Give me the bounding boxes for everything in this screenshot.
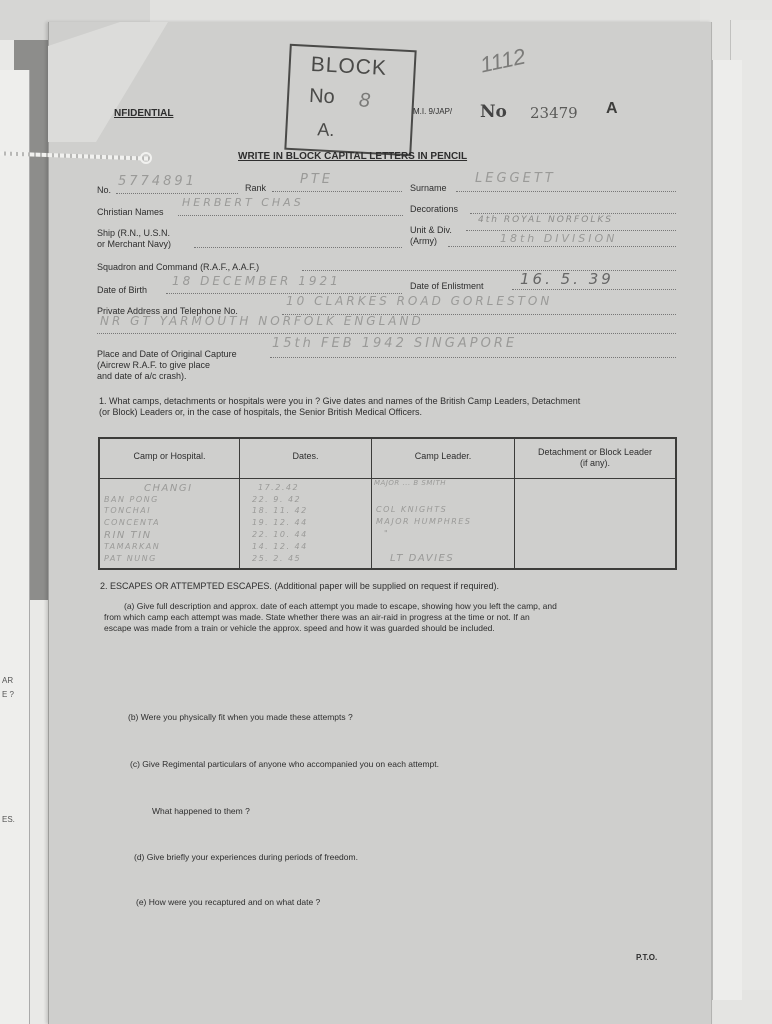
unit-label-line2: (Army) xyxy=(410,236,437,246)
table-cell-leader: MAJOR ... B SMITH xyxy=(374,479,447,487)
rank-line xyxy=(272,191,402,192)
dob-value: 18 DECEMBER 1921 xyxy=(172,274,341,288)
question-2e-text: (e) How were you recaptured and on what date ? xyxy=(136,897,321,907)
table-cell-leader: " xyxy=(384,529,390,538)
pencil-annotation: 1112 xyxy=(477,43,528,78)
capture-value: 15th FEB 1942 SINGAPORE xyxy=(272,336,518,351)
unit-label: Unit & Div. xyxy=(410,225,452,235)
surname-value: LEGGETT xyxy=(475,171,556,186)
christian-names-line xyxy=(178,215,403,216)
table-cell-leader: MAJOR HUMPHRES xyxy=(376,517,472,526)
question-1-text-line2: (or Block) Leaders or, in the case of hospitals, the Senior British Medical Officers. xyxy=(99,407,422,417)
pto-mark: P.T.O. xyxy=(636,953,658,962)
question-1-text: 1. What camps, detachments or hospitals were you in ? Give dates and names of the British Camp Leaders, Detachment xyxy=(99,396,581,406)
service-number-label: No. xyxy=(97,185,112,195)
table-header-camp: Camp or Hospital. xyxy=(100,439,240,479)
enlistment-label: Date of Enlistment xyxy=(410,281,484,291)
table-cell-camp: TAMARKAN xyxy=(104,542,161,551)
block-stamp xyxy=(284,44,416,157)
table-cell-leader: LT DAVIES xyxy=(390,553,455,564)
table-cell-date: 18. 11. 42 xyxy=(252,506,308,515)
table-header-dates: Dates. xyxy=(240,439,372,479)
left-page-fragment: ES. xyxy=(2,815,15,824)
question-2a-text-line2: from which camp each attempt was made. State whether there was an air-raid in progress at the time or not. If an xyxy=(104,612,530,622)
table-header-detachment-leader: Detachment or Block Leader (if any). xyxy=(515,439,675,479)
background-page-left-edge xyxy=(0,70,30,1024)
capture-line xyxy=(270,357,676,358)
ship-line xyxy=(194,247,402,248)
division-line xyxy=(448,246,676,247)
christian-names-value: HERBERT CHAS xyxy=(182,196,304,209)
question-2-heading: 2. ESCAPES OR ATTEMPTED ESCAPES. (Additional paper will be supplied on request if required). xyxy=(100,581,500,591)
stamp-line-number: No xyxy=(308,84,336,109)
division-value: 18th DIVISION xyxy=(500,232,618,245)
left-page-fragment: AR xyxy=(2,676,14,685)
surname-line xyxy=(456,191,676,192)
table-cell-camp: BAN PONG xyxy=(104,495,159,504)
table-cell-camp: PAT NUNG xyxy=(104,554,157,563)
table-cell-date: 22. 10. 44 xyxy=(252,530,308,539)
squadron-label: Squadron and Command (R.A.F., A.A.F.) xyxy=(97,262,260,272)
rank-value: PTE xyxy=(300,172,333,187)
table-cell-camp: RIN TIN xyxy=(104,530,152,541)
rank-label: Rank xyxy=(245,183,267,193)
address-label: Private Address and Telephone No. xyxy=(97,306,238,316)
string-knot xyxy=(140,152,152,164)
camp-table xyxy=(98,437,677,570)
question-2d-text: (d) Give briefly your experiences during periods of freedom. xyxy=(134,852,358,862)
address-value: 10 CLARKES ROAD GORLESTON xyxy=(286,294,553,308)
table-cell-date: 25. 2. 45 xyxy=(252,554,302,563)
table-cell-date: 17.2.42 xyxy=(258,483,300,492)
address-line-2 xyxy=(97,333,676,334)
squadron-line xyxy=(302,270,676,271)
christian-names-label: Christian Names xyxy=(97,207,164,217)
table-cell-date: 22. 9. 42 xyxy=(252,495,302,504)
decorations-label: Decorations xyxy=(410,204,459,214)
table-cell-date: 14. 12. 44 xyxy=(252,542,308,551)
mi-reference: M.I. 9/JAP/ xyxy=(413,107,453,116)
question-2a-text: (a) Give full description and approx. date of each attempt you made to escape, showing how you left the camp, and xyxy=(124,601,557,611)
service-number-line xyxy=(116,193,238,194)
stamp-line-block: BLOCK xyxy=(310,52,388,80)
service-number-value: 5774891 xyxy=(118,174,197,189)
capture-label: Place and Date of Original Capture xyxy=(97,349,237,359)
table-cell-camp: CHANGI xyxy=(144,483,193,494)
confidential-mark: NFIDENTIAL xyxy=(114,108,174,119)
surname-label: Surname xyxy=(410,183,447,193)
ship-label-line2: or Merchant Navy) xyxy=(97,239,172,249)
table-cell-camp: CONCENTA xyxy=(104,518,161,527)
ship-label: Ship (R.N., U.S.N. xyxy=(97,228,171,238)
question-2c-followup: What happened to them ? xyxy=(152,806,250,816)
document-suffix: A xyxy=(606,100,618,117)
dob-label: Date of Birth xyxy=(97,285,148,295)
document-number-prefix: No xyxy=(480,102,507,122)
table-header-camp-leader: Camp Leader. xyxy=(372,439,515,479)
left-page-fragment: E ? xyxy=(2,690,15,699)
capture-label-line2: (Aircrew R.A.F. to give place xyxy=(97,360,211,370)
table-cell-camp: TONCHAI xyxy=(104,506,152,515)
address-value-line2: NR GT YARMOUTH NORFOLK ENGLAND xyxy=(100,314,424,328)
decorations-line xyxy=(470,213,676,214)
question-2c-text: (c) Give Regimental particulars of anyone who accompanied you on each attempt. xyxy=(130,759,439,769)
stamp-line-section: A. xyxy=(316,119,335,141)
table-cell-leader: COL KNIGHTS xyxy=(376,505,448,514)
background-page-edge xyxy=(712,60,742,1000)
instruction-heading: WRITE IN BLOCK CAPITAL LETTERS IN PENCIL xyxy=(238,151,468,162)
stamp-block-number: 8 xyxy=(358,89,371,113)
table-cell-date: 19. 12. 44 xyxy=(252,518,308,527)
question-2a-text-line3: escape was made from a train or vehicle the approx. speed and how it was guarded should be included. xyxy=(104,623,495,633)
unit-value: 4th ROYAL NORFOLKS xyxy=(478,215,613,225)
enlistment-line xyxy=(512,289,676,290)
question-2b-text: (b) Were you physically fit when you made these attempts ? xyxy=(128,712,353,722)
document-number: 23479 xyxy=(530,104,578,122)
capture-label-line3: and date of a/c crash). xyxy=(97,371,187,381)
enlistment-value: 16. 5. 39 xyxy=(520,270,614,288)
unit-line xyxy=(466,230,676,231)
